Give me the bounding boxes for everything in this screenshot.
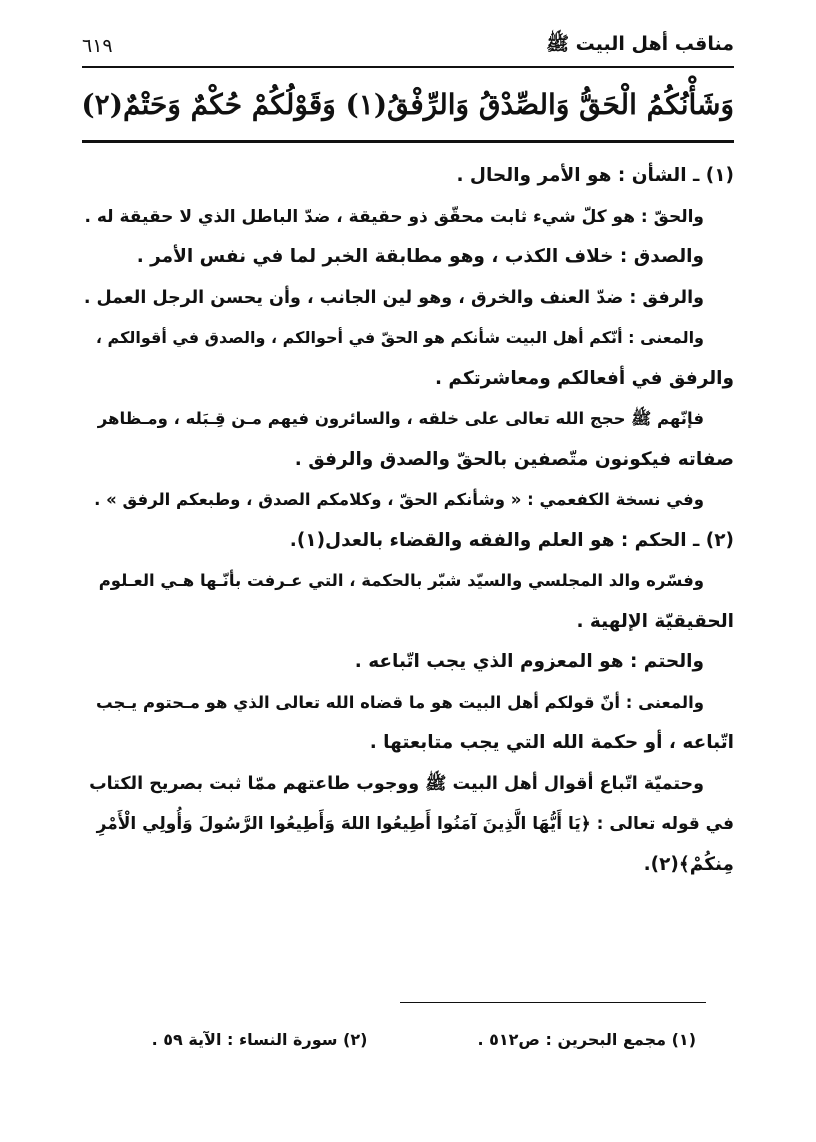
note-line: (٢) ـ الحكم : هو العلم والفقه والقضاء بالعدل(١). xyxy=(289,529,734,551)
note-line: والرفق : ضدّ العنف والخرق ، وهو لين الجانب ، وأن يحسن الرجل العمل . xyxy=(83,287,704,308)
note-line: والمعنى : أنّ قولكم أهل البيت هو ما قضاه الله تعالى الذي هو مـحتوم يـجب xyxy=(96,692,704,712)
main-text: وَشَأْنُكُمُ الْحَقُّ وَالصِّدْقُ وَالرِّفْقُ(١) وَقَوْلُكُمْ حُكْمٌ وَحَتْمٌ(٢) xyxy=(81,88,734,122)
header-title: مناقب أهل البيت ﷺ xyxy=(546,33,734,55)
note-line: صفاته فيكونون متّصفين بالحقّ والصدق والرفق . xyxy=(294,448,734,470)
note-line: والصدق : خلاف الكذب ، وهو مطابقة الخبر لما في نفس الأمر . xyxy=(136,246,704,267)
note-line: وفي نسخة الكفعمي : « وشأنكم الحقّ ، وكلامكم الصدق ، وطبعكم الرفق » . xyxy=(94,490,704,509)
note-line: والرفق في أفعالكم ومعاشرتكم . xyxy=(434,367,734,389)
running-header xyxy=(82,30,734,62)
footnote-separator xyxy=(400,1002,706,1003)
note-line: الحقيقيّة الإلهية . xyxy=(576,610,734,632)
note-line: مِنكُمْ﴾(٢). xyxy=(643,853,734,875)
note-line: فإنّهم ﷺ حجج الله تعالى على خلقه ، والسائرون فيهم مـن قِـبَله ، ومـظاهر xyxy=(97,409,704,428)
note-line: اتّباعه ، أو حكمة الله التي يجب متابعتها . xyxy=(369,732,734,753)
main-text-rule xyxy=(82,140,734,143)
note-line: في قوله تعالى : ﴿يَا أَيُّهَا الَّذِينَ آمَنُوا أَطِيعُوا اللهَ وَأَطِيعُوا الرَّسُولَ وَأُولِي الْأَمْرِ xyxy=(96,814,734,834)
note-line: والمعنى : أنّكم أهل البيت شأنكم هو الحقّ في أحوالكم ، والصدق في أقوالكم ، xyxy=(95,328,704,347)
note-line: والحتم : هو المعزوم الذي يجب اتّباعه . xyxy=(354,651,704,672)
header-rule xyxy=(82,66,734,68)
footnotes xyxy=(82,1030,696,1049)
note-line: وفسّره والد المجلسي والسيّد شبّر بالحكمة ، التي عـرفت بأنّـها هـي العـلوم xyxy=(98,571,704,590)
page-number: ٦١٩ xyxy=(82,35,113,57)
commentary xyxy=(82,156,734,885)
footnote: (١) مجمع البحرين : ص٥١٢ . xyxy=(477,1030,696,1049)
note-line: (١) ـ الشأن : هو الأمر والحال . xyxy=(456,165,734,186)
note-line: وحتميّة اتّباع أقوال أهل البيت ﷺ ووجوب طاعتهم ممّا ثبت بصريح الكتاب xyxy=(89,773,704,794)
footnote: (٢) سورة النساء : الآية ٥٩ . xyxy=(151,1030,368,1049)
note-line: والحقّ : هو كلّ شيء ثابت محقّق ذو حقيقة ، ضدّ الباطل الذي لا حقيقة له . xyxy=(84,206,704,227)
